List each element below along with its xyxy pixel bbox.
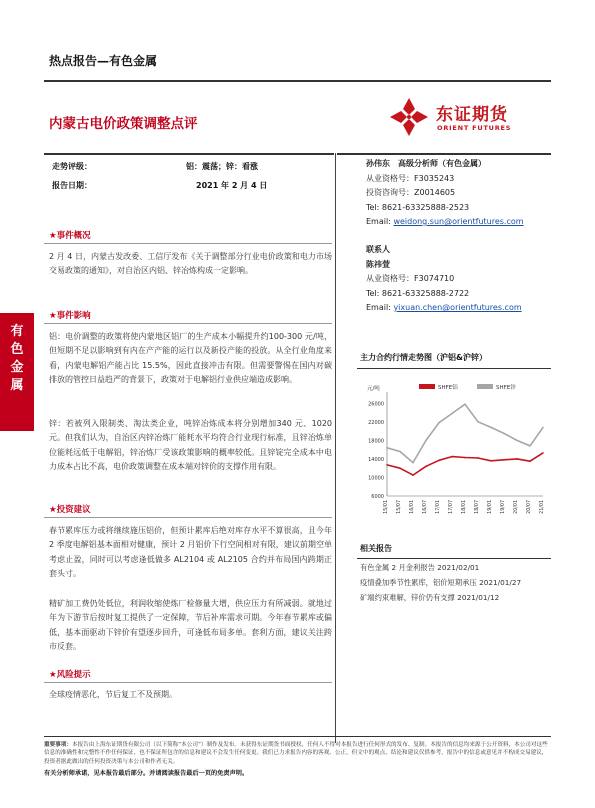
data-point <box>386 464 388 466</box>
section-rule <box>44 517 332 518</box>
sector-side-tab <box>0 313 34 431</box>
legend-label: SHFE锌 <box>496 385 516 391</box>
legend-swatch <box>477 384 493 389</box>
section-rule <box>44 323 332 324</box>
legend-label: SHFE铝 <box>438 385 458 391</box>
x-tick-label: 18/01 <box>462 500 467 514</box>
orient-futures-logo-icon <box>388 96 430 138</box>
y-tick-label: 10000 <box>368 475 384 482</box>
data-point <box>425 440 427 442</box>
contact-email-row: Email: yixuan.chen@orientfutures.com <box>366 303 522 312</box>
data-point <box>451 413 453 415</box>
x-tick-label: 18/07 <box>475 500 480 514</box>
section-heading-event: ★事件概况 <box>49 231 91 241</box>
side-tab-char: 色 <box>10 342 24 357</box>
data-point <box>438 460 440 462</box>
contact-email-link[interactable]: yixuan.chen@orientfutures.com <box>393 303 522 312</box>
y-tick-label: 22000 <box>368 419 384 426</box>
side-tab-char: 有 <box>10 324 24 339</box>
x-tick-label: 20/07 <box>527 500 532 514</box>
data-point <box>412 474 414 476</box>
x-tick-label: 15/01 <box>384 500 389 514</box>
data-point <box>529 445 531 447</box>
related-reports-title: 相关报告 <box>360 544 392 553</box>
zinc-impact-text: 锌：若被列入限制类、淘汰类企业，吨锌冶炼成本将分别增加340 元、1020 元。但我们认为，自治区内锌冶炼厂能耗水平均符合行业现行标准，且锌冶炼单位能耗远低于电解铝，锌冶炼厂受该政策影响的概率较低。且锌锭完全成本中电力成本占比不高，电价政策调整在成本端对锌价的支撑作用有限。 <box>49 419 332 472</box>
analyst-info-line: Tel: 8621-63325888-2523 <box>366 202 470 212</box>
data-point <box>464 403 466 405</box>
analyst-name: 孙伟东 高级分析师（有色金属） <box>366 159 486 168</box>
data-point <box>477 457 479 459</box>
data-point <box>542 427 544 429</box>
contact-info-line: 从业资格号：F3074710 <box>366 274 455 283</box>
right-top-rule <box>337 153 551 155</box>
series-line <box>387 453 543 475</box>
data-point <box>542 452 544 454</box>
y-tick-label: 18000 <box>368 438 384 445</box>
side-tab-char: 金 <box>10 360 24 375</box>
section-heading-advice: ★投资建议 <box>49 505 91 515</box>
y-tick-label: 6000 <box>371 494 384 500</box>
x-tick-label: 19/07 <box>501 500 506 514</box>
x-tick-label: 17/01 <box>436 500 441 514</box>
contact-card <box>366 243 551 316</box>
header-divider <box>44 80 551 82</box>
logo-english-name: ORIENT FUTURES <box>437 124 512 132</box>
x-tick-label: 21/01 <box>540 500 545 514</box>
data-point <box>386 447 388 449</box>
x-tick-label: 20/01 <box>514 500 519 514</box>
data-point <box>451 456 453 458</box>
x-tick-label: 19/01 <box>488 500 493 514</box>
data-point <box>425 466 427 468</box>
contact-label: 联系人 <box>366 245 390 254</box>
y-tick-label: 14000 <box>368 456 384 463</box>
contact-name: 陈祎萱 <box>366 259 390 269</box>
chart-title-rule <box>357 368 551 369</box>
report-date-value: 2021 年 2 月 4 日 <box>196 181 268 190</box>
legend-swatch <box>419 384 435 389</box>
risk-text: 全球疫情恶化，节后复工不及预期。 <box>49 690 177 699</box>
data-point <box>399 451 401 453</box>
trend-rating-label: 走势评级： <box>52 162 92 171</box>
section-heading-impact: ★事件影响 <box>49 311 91 321</box>
analyst-info-line: 投资咨询号：Z0014605 <box>366 188 456 197</box>
side-tab-char: 属 <box>10 378 24 393</box>
x-tick-label: 17/07 <box>449 500 454 514</box>
report-date-label: 报告日期： <box>52 181 92 190</box>
price-trend-chart <box>357 374 551 524</box>
data-point <box>516 440 518 442</box>
related-reports-rule <box>357 558 551 559</box>
x-tick-label: 15/07 <box>397 500 402 514</box>
contact-info-line: Tel: 8621-63325888-2722 <box>366 288 470 298</box>
chart-title: 主力合约行情走势图（沪铝&沪锌） <box>360 353 487 362</box>
section-rule <box>44 243 332 244</box>
analyst-card <box>366 157 551 230</box>
footer-rule <box>44 736 551 737</box>
data-point <box>490 427 492 429</box>
analyst-commitment-note: 有关分析师承诺，见本报告最后部分。并请阅读报告最后一页的免责声明。 <box>44 770 249 777</box>
related-report-item[interactable]: 有色金属 2 月金利报告 2021/02/01 <box>360 563 480 572</box>
data-point <box>464 457 466 459</box>
section-heading-risk: ★风险提示 <box>49 670 91 680</box>
disclaimer-text: 重要事项：本报告由上海东证期货有限公司（以下简称“本公司”）制作及发布。未获得东证期货书面授权，任何人不得对本报告进行任何形式的发布、复制。本报告的信息均来源于公开资料，本公司对这些信息的准确性和完整性不作任何保证，也不保证所包含的信息和建议不会发生任何变更。我们已力求报告内容的客观、公正，但文中的观点、结论和建议仅供参考，报告中的信息或意见并不构成交易建议，投资者据此做出的任何投资决策与本公司和作者无关。 <box>44 742 548 765</box>
left-top-rule <box>44 153 334 155</box>
series-line <box>387 404 543 462</box>
related-report-item[interactable]: 矿端约束难解，锌价仍有支撑 2021/01/12 <box>360 593 500 602</box>
section-rule <box>44 682 332 683</box>
data-point <box>529 460 531 462</box>
data-point <box>503 433 505 435</box>
event-summary-text: 2 月 4 日，内蒙古发改委、工信厅发布《关于调整部分行业电价政策和电力市场交易政策的通知》，对自治区内铝、锌冶炼构成一定影响。 <box>49 252 332 276</box>
logo-chinese-name: 东证期货 <box>436 105 508 125</box>
y-axis-unit: 元/吨 <box>367 386 380 392</box>
zinc-advice-text: 精矿加工费仍处低位，利润收缩使炼厂检修量大增，供应压力有所减弱。就地过年为下游节后按时复工提供了一定保障，节后补库需求可期。今年春节累库或偏低，基本面驱动下锌价有望逐步回升，可逢低布局多单。套利方面，建议关注跨市反套。 <box>49 599 332 652</box>
y-tick-label: 26000 <box>368 401 384 408</box>
report-category: 热点报告—有色金属 <box>49 54 158 68</box>
trend-rating-value: 铝：震荡；锌：看涨 <box>186 162 258 171</box>
data-point <box>477 421 479 423</box>
report-title: 内蒙古电价政策调整点评 <box>49 116 198 132</box>
data-point <box>503 459 505 461</box>
aluminum-advice-text: 春节累库压力或将继续施压铝价，但预计累库后绝对库存水平不算很高，且今年 2 季度电解铝基本面相对健康，预计 2 月铝价下行空间相对有限，建议前期空单考虑止盈，同时可以考虑逢低做多 AL2104 或 AL2105 合约并布局国内跨期正套头寸。 <box>49 526 332 579</box>
x-tick-label: 16/07 <box>423 500 428 514</box>
x-tick-label: 16/01 <box>410 500 415 514</box>
analyst-email-row: Email: weidong.sun@orientfutures.com <box>366 217 524 226</box>
aluminum-impact-text: 铝：电价调整的政策将使内蒙地区铝厂的生产成本小幅提升约100-300 元/吨，但短期不足以影响到有内在产产能的运行以及新投产能的投放。从全行业角度来看，内蒙电解铝产能占比 15.5%，因此直接冲击有限。但需要警惕在国内对碳排放的管控日益趋严的背景下，政策对于电解铝行业供应端造成影响。 <box>49 332 332 385</box>
data-point <box>516 458 518 460</box>
analyst-email-link[interactable]: weidong.sun@orientfutures.com <box>393 217 524 226</box>
data-point <box>490 460 492 462</box>
data-point <box>399 467 401 469</box>
data-point <box>438 422 440 424</box>
data-point <box>412 462 414 464</box>
column-divider <box>335 153 336 743</box>
related-report-item[interactable]: 疫情叠加季节性累库，铝价短期承压 2021/01/27 <box>360 578 522 587</box>
analyst-info-line: 从业资格号：F3035243 <box>366 173 455 183</box>
